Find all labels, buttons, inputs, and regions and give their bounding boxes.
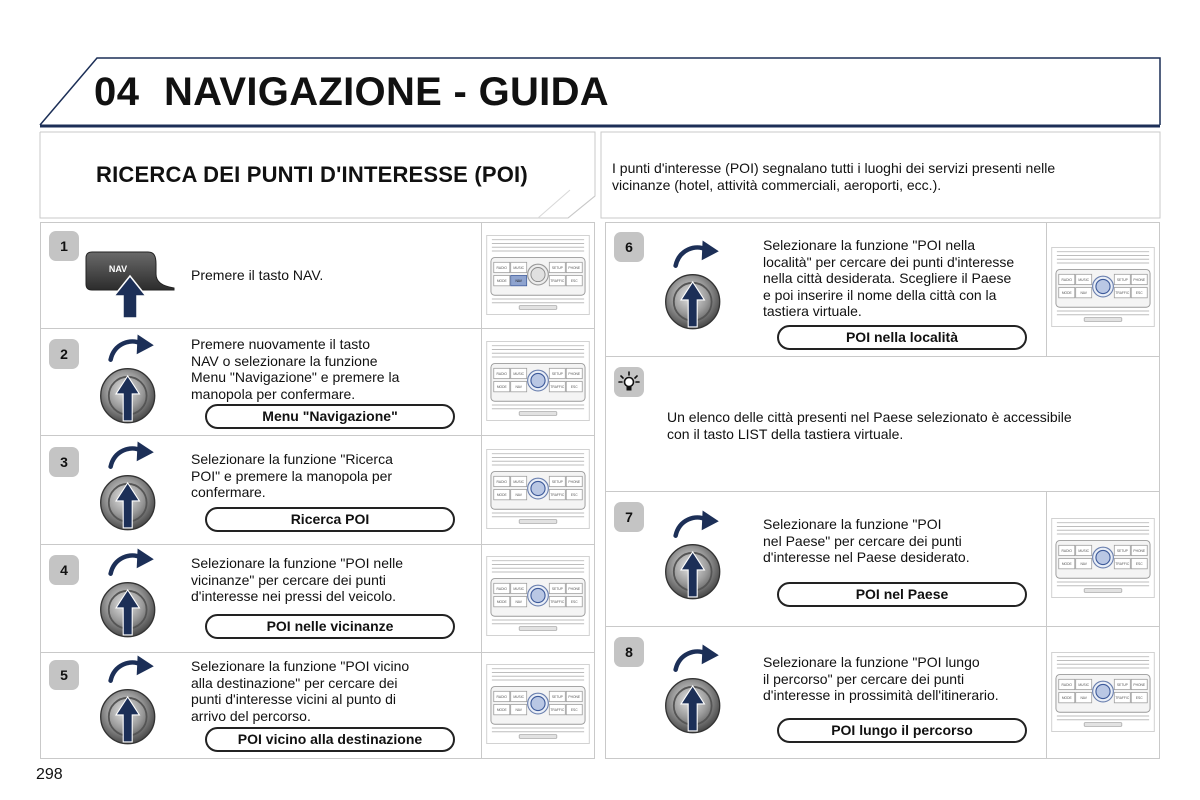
menu-navigazione-button[interactable]: Menu "Navigazione" (205, 404, 455, 429)
step-number: 8 (614, 637, 644, 667)
step-number: 2 (49, 339, 79, 369)
step-text: Selezionare la funzione "POI nel Paese" per cercare dei punti d'interesse nel Paese desiderato. (763, 516, 970, 565)
ricerca-poi-button[interactable]: Ricerca POI (205, 507, 455, 532)
step-text: Premere nuovamente il tasto NAV o selezionare la funzione Menu "Navigazione" e premere la manopola per confermare. (191, 336, 400, 402)
nav-key-icon (84, 240, 180, 320)
step-text: Selezionare la funzione "POI vicino alla destinazione" per cercare dei punti d'interesse vicini al punto di arrivo del percorso. (191, 658, 410, 724)
step-text: Selezionare la funzione "POI nelle vicinanze" per cercare dei punti d'interesse nei pressi del veicolo. (191, 555, 403, 604)
poi-nella-localita-button[interactable]: POI nella località (777, 325, 1027, 350)
rotary-knob-icon (98, 334, 170, 434)
rotary-knob-icon (98, 548, 170, 648)
step-number: 6 (614, 232, 644, 262)
device-knob-highlight-icon (486, 341, 590, 421)
device-knob-highlight-icon (1051, 247, 1155, 327)
rotary-knob-icon (663, 240, 735, 340)
device-knob-highlight-icon (486, 556, 590, 636)
poi-lungo-percorso-button[interactable]: POI lungo il percorso (777, 718, 1027, 743)
rotary-knob-icon (98, 441, 170, 541)
device-knob-highlight-icon (1051, 518, 1155, 598)
step-number: 1 (49, 231, 79, 261)
tip-badge (614, 367, 644, 397)
step-number: 7 (614, 502, 644, 532)
nav-key-label: NAV (108, 264, 128, 274)
header-frame (0, 0, 1200, 230)
device-knob-highlight-icon (486, 664, 590, 744)
chapter-title: NAVIGAZIONE - GUIDA (164, 70, 609, 114)
section-title: RICERCA DEI PUNTI D'INTERESSE (POI) (96, 162, 528, 187)
rotary-knob-icon (663, 510, 735, 610)
chapter-number: 04 (94, 70, 140, 114)
poi-nelle-vicinanze-button[interactable]: POI nelle vicinanze (205, 614, 455, 639)
step-number: 3 (49, 447, 79, 477)
step-number: 5 (49, 660, 79, 690)
device-knob-highlight-icon (1051, 652, 1155, 732)
lightbulb-icon (614, 367, 644, 397)
rotary-knob-icon (663, 644, 735, 744)
step-text: Selezionare la funzione "POI nella località" per cercare dei punti d'interesse nella città desiderata. Scegliere il Paese e poi inserire il nome della città con la tastiera virtuale. (763, 237, 1015, 319)
tip-text: Un elenco delle città presenti nel Paese selezionato è accessibile con il tasto LIST della tastiera virtuale. (667, 409, 1072, 442)
poi-vicino-destinazione-button[interactable]: POI vicino alla destinazione (205, 727, 455, 752)
step-text: Premere il tasto NAV. (191, 267, 324, 283)
step-text: Selezionare la funzione "Ricerca POI" e premere la manopola per confermare. (191, 451, 393, 500)
device-knob-highlight-icon (486, 449, 590, 529)
device-nav-highlight-icon (486, 235, 590, 315)
step-text: Selezionare la funzione "POI lungo il percorso" per cercare dei punti d'interesse in prossimità dell'itinerario. (763, 654, 999, 703)
section-intro: I punti d'interesse (POI) segnalano tutti i luoghi dei servizi presenti nelle vicinanze (hotel, attività commerciali, aeroporti, ecc.). (612, 160, 1056, 193)
rotary-knob-icon (98, 655, 170, 755)
step-number: 4 (49, 555, 79, 585)
poi-nel-paese-button[interactable]: POI nel Paese (777, 582, 1027, 607)
page-number: 298 (36, 766, 63, 783)
